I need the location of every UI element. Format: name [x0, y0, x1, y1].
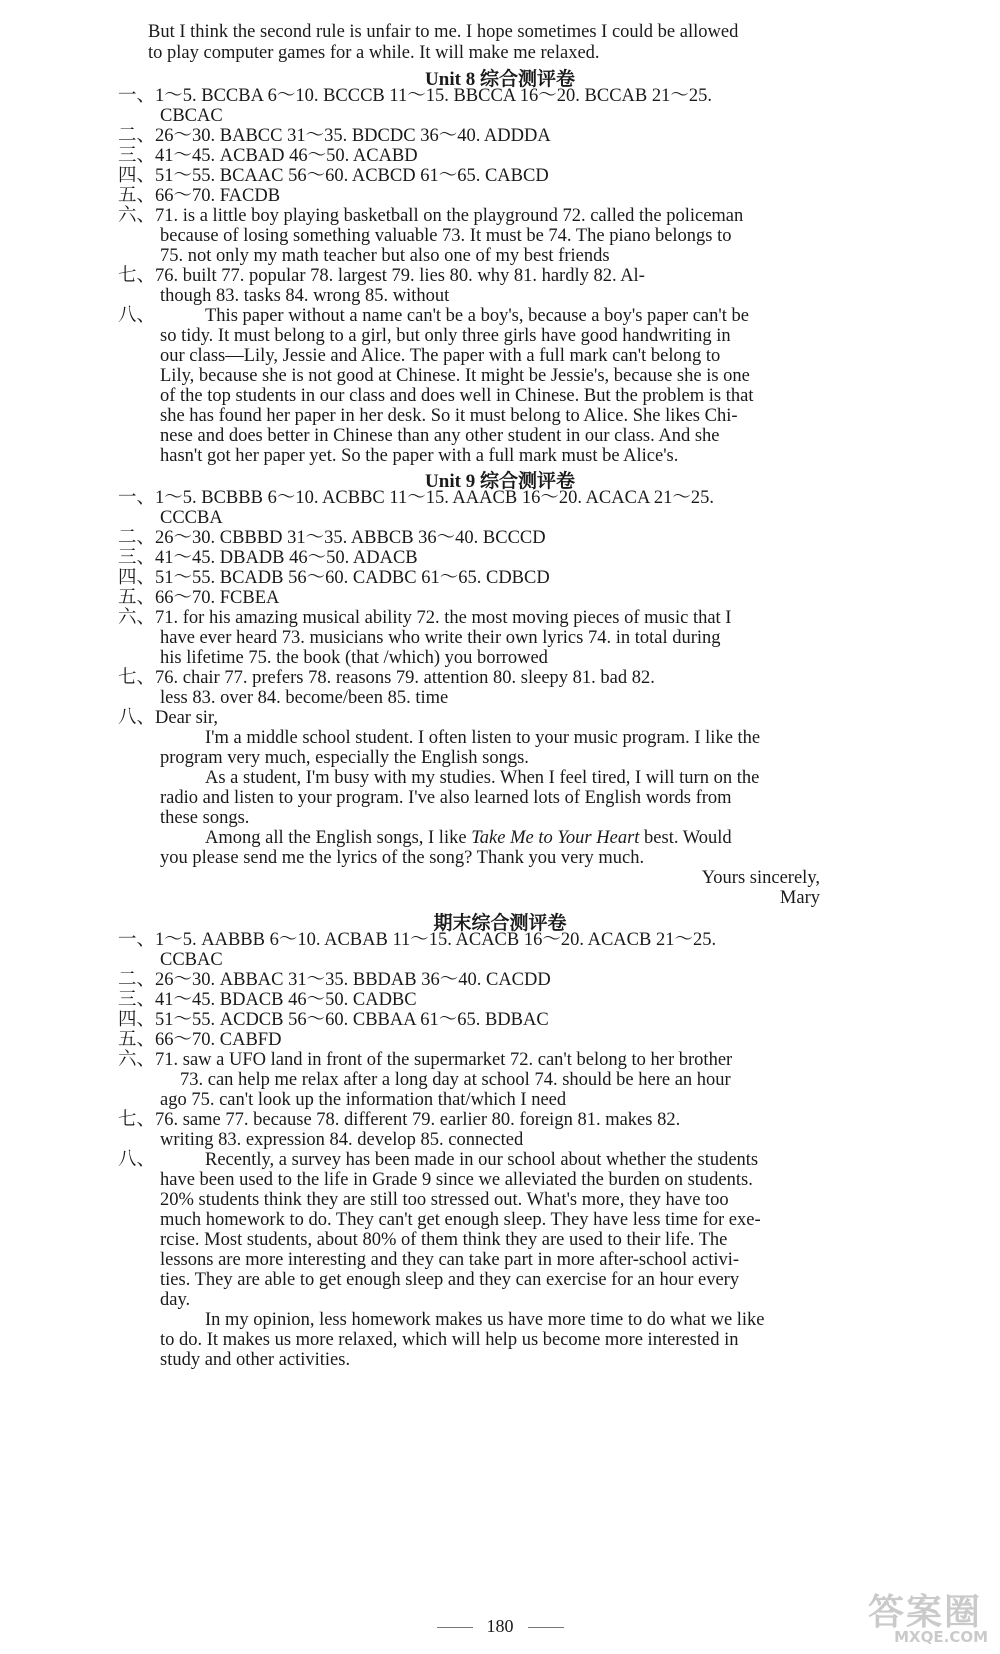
final-essay-line: In my opinion, less homework makes us have more time to do what we like — [205, 1310, 765, 1330]
unit8-essay-line: Lily, because she is not good at Chinese. It might be Jessie's, because she is one — [160, 366, 750, 386]
final-essay-line: to do. It makes us more relaxed, which will help us become more interested in — [160, 1330, 739, 1350]
unit9-letter-line: radio and listen to your program. I've also learned lots of English words from — [160, 788, 732, 808]
unit9-part6: his lifetime 75. the book (that /which) you borrowed — [160, 648, 548, 668]
final-essay-line: much homework to do. They can't get enough sleep. They have less time for exe- — [160, 1210, 761, 1230]
final-title: 期末综合测评卷 — [433, 913, 567, 934]
unit8-essay-line: she has found her paper in her desk. So it must belong to Alice. She likes Chi- — [160, 406, 738, 426]
letter-closing: Yours sincerely, — [701, 868, 820, 888]
final-essay-line: lessons are more interesting and they can take part in more after-school activi- — [160, 1250, 740, 1270]
site-watermark — [860, 1584, 990, 1646]
unit9-letter-line: I'm a middle school student. I often listen to your music program. I like the — [205, 728, 761, 748]
unit9-letter-greeting: 八、Dear sir, — [118, 708, 218, 728]
unit9-part1: 一、1～5. BCBBB 6～10. ACBBC 11～15. AAACB 16～20. ACACA 21～25. — [118, 488, 715, 508]
unit9-part7: 七、76. chair 77. prefers 78. reasons 79. attention 80. sleepy 81. bad 82. — [118, 668, 655, 688]
unit8-essay-line: hasn't got her paper yet. So the paper with a full mark must be Alice's. — [160, 446, 679, 466]
unit9-letter-line: these songs. — [160, 808, 250, 828]
final-part5: 五、66～70. CABFD — [118, 1030, 282, 1050]
unit8-part6: 六、71. is a little boy playing basketball on the playground 72. called the policeman — [118, 206, 744, 226]
unit9-part4: 四、51～55. BCADB 56～60. CADBC 61～65. CDBCD — [118, 568, 550, 588]
unit8-title: Unit 8 综合测评卷 — [425, 69, 575, 90]
page-number-rule — [437, 1627, 473, 1628]
letter-text: best. Would — [644, 828, 732, 848]
unit9-part3: 三、41～45. DBADB 46～50. ADACB — [118, 548, 418, 568]
unit8-part1-cont: CBCAC — [160, 106, 223, 126]
watermark-brand: 答案圈 — [867, 1592, 982, 1633]
unit8-essay-line: This paper without a name can't be a boy's, because a boy's paper can't be — [205, 306, 749, 326]
letter-signature: Mary — [779, 888, 820, 908]
unit8-part6: 75. not only my math teacher but also one of my best friends — [160, 246, 610, 266]
unit9-letter-line: As a student, I'm busy with my studies. When I feel tired, I will turn on the — [205, 768, 760, 788]
unit8-part7: though 83. tasks 84. wrong 85. without — [160, 286, 450, 306]
final-part2: 二、26～30. ABBAC 31～35. BBDAB 36～40. CACDD — [118, 970, 551, 990]
letter-text: Among all the English songs, I like — [205, 828, 467, 848]
unit9-part6: have ever heard 73. musicians who write their own lyrics 74. in total during — [160, 628, 721, 648]
final-essay-line: study and other activities. — [160, 1350, 351, 1370]
unit8-part7: 七、76. built 77. popular 78. largest 79. lies 80. why 81. hardly 82. Al- — [118, 266, 645, 286]
unit8-essay-line: of the top students in our class and does well in Chinese. But the problem is that — [160, 386, 754, 406]
unit8-part5: 五、66～70. FACDB — [118, 186, 281, 206]
final-essay-line: day. — [160, 1290, 191, 1310]
final-part6: 73. can help me relax after a long day at school 74. should be here an hour — [180, 1070, 731, 1090]
final-part1-cont: CCBAC — [160, 950, 223, 970]
final-essay-line: have been used to the life in Grade 9 since we alleviated the burden on students. — [160, 1170, 753, 1190]
unit8-essay-line: so tidy. It must belong to a girl, but only three girls have good handwriting in — [160, 326, 731, 346]
final-essay-line: Recently, a survey has been made in our school about whether the students — [205, 1150, 759, 1170]
final-part6: ago 75. can't look up the information that/which I need — [160, 1090, 567, 1110]
unit9-part5: 五、66～70. FCBEA — [118, 588, 280, 608]
unit9-title: Unit 9 综合测评卷 — [425, 471, 575, 492]
final-part6: 六、71. saw a UFO land in front of the supermarket 72. can't belong to her brother — [118, 1050, 733, 1070]
unit9-letter-line — [205, 828, 925, 849]
unit8-part3: 三、41～45. ACBAD 46～50. ACABD — [118, 146, 418, 166]
unit8-part1: 一、1～5. BCCBA 6～10. BCCCB 11～15. BBCCA 16～20. BCCAB 21～25. — [118, 86, 712, 106]
song-title: Take Me to Your Heart — [471, 828, 640, 848]
page-number-text: 180 — [486, 1616, 514, 1636]
unit8-part2: 二、26～30. BABCC 31～35. BDCDC 36～40. ADDDA — [118, 126, 551, 146]
final-part4: 四、51～55. ACDCB 56～60. CBBAA 61～65. BDBAC — [118, 1010, 549, 1030]
page-number — [0, 1616, 1000, 1637]
final-essay-line: 20% students think they are still too stressed out. What's more, they have too — [160, 1190, 729, 1210]
unit9-part1-cont: CCCBA — [160, 508, 223, 528]
unit9-part2: 二、26～30. CBBBD 31～35. ABBCB 36～40. BCCCD — [118, 528, 546, 548]
page-number-rule — [528, 1627, 564, 1628]
text-line: But I think the second rule is unfair to me. I hope sometimes I could be allowed — [148, 22, 739, 42]
unit9-part7: less 83. over 84. become/been 85. time — [160, 688, 449, 708]
final-part8-label: 八、 — [118, 1150, 156, 1170]
text-line: to play computer games for a while. It will make me relaxed. — [148, 43, 600, 63]
final-part7: 七、76. same 77. because 78. different 79. earlier 80. foreign 81. makes 82. — [118, 1110, 681, 1130]
watermark-domain: MXQE.COM — [894, 1628, 988, 1646]
unit8-part4: 四、51～55. BCAAC 56～60. ACBCD 61～65. CABCD — [118, 166, 549, 186]
unit8-essay-line: our class—Lily, Jessie and Alice. The paper with a full mark can't belong to — [160, 346, 721, 366]
unit9-letter-line: you please send me the lyrics of the song? Thank you very much. — [160, 848, 645, 868]
unit9-part6: 六、71. for his amazing musical ability 72. the most moving pieces of music that I — [118, 608, 732, 628]
final-part3: 三、41～45. BDACB 46～50. CADBC — [118, 990, 417, 1010]
unit8-part6: because of losing something valuable 73. It must be 74. The piano belongs to — [160, 226, 732, 246]
final-essay-line: ties. They are able to get enough sleep and they can exercise for an hour every — [160, 1270, 740, 1290]
unit8-part8-label: 八、 — [118, 306, 156, 326]
final-part7: writing 83. expression 84. develop 85. connected — [160, 1130, 524, 1150]
unit9-letter-line: program very much, especially the English songs. — [160, 748, 529, 768]
final-essay-line: rcise. Most students, about 80% of them think they are used to their life. The — [160, 1230, 728, 1250]
unit8-essay-line: nese and does better in Chinese than any other student in our class. And she — [160, 426, 720, 446]
final-part1: 一、1～5. AABBB 6～10. ACBAB 11～15. ACACB 16～20. ACACB 21～25. — [118, 930, 717, 950]
